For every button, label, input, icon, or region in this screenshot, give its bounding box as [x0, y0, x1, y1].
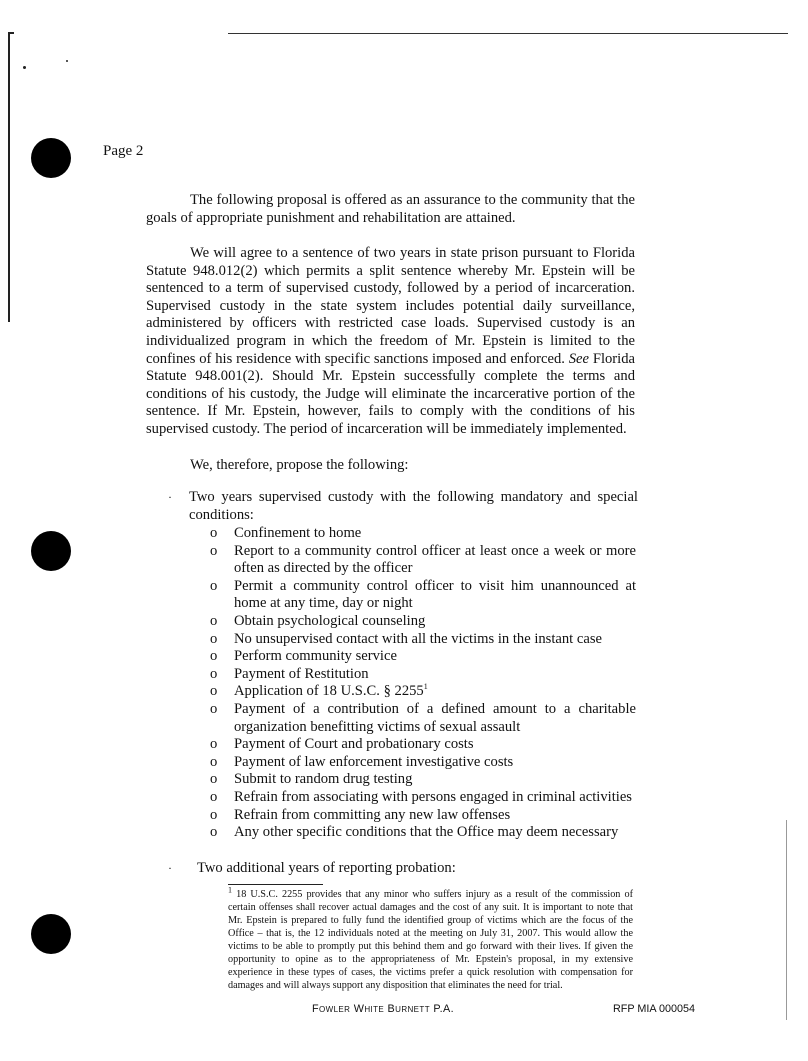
list-item: o Permit a community control officer to visit him unannounced at home at any time, day or night — [210, 577, 636, 612]
firm-name: Fowler White Burnett P.A. — [312, 1003, 454, 1015]
scan-margin-tick — [8, 32, 14, 34]
list-item: o Payment of Restitution — [210, 665, 369, 682]
list-marker: o — [210, 736, 218, 753]
list-marker: o — [210, 683, 218, 700]
list-marker: o — [210, 577, 218, 594]
bullet-text: Two years supervised custody with the following mandatory and special conditions: — [189, 489, 638, 523]
bullet-marker: · — [168, 861, 172, 875]
see-signal: See — [568, 350, 590, 367]
bullet-reporting-probation — [168, 860, 638, 878]
list-item: o Perform community service — [210, 648, 397, 665]
scan-edge-line — [786, 820, 787, 1020]
list-marker: o — [210, 542, 218, 559]
paragraph-text: We will agree to a sentence of two years in state prison pursuant to Florida Statute 948.012(2) which permits a split sentence whereby Mr. Epstein will be sentenced to a term of supervised custody, followed by a period of incarceration. Supervised custody in the state system includes potential daily surveillance, administered by officers with restricted case loads. Supervised custody is an individualized program in which the freedom of Mr. Epstein is limited to the confines of his residence with specific sanctions imposed and enforced. — [146, 245, 635, 367]
bates-number: RFP MIA 000054 — [613, 1003, 696, 1015]
header-rule — [228, 33, 788, 34]
list-marker: o — [210, 753, 218, 770]
list-marker: o — [210, 612, 218, 629]
list-item: o Submit to random drug testing — [210, 771, 413, 788]
footnote-number: 1 — [228, 885, 232, 895]
list-item: o Payment of Court and probationary costs — [210, 736, 474, 753]
punch-hole — [31, 138, 71, 178]
page-number: Page 2 — [103, 143, 144, 159]
punch-hole — [31, 531, 71, 571]
list-marker: o — [210, 665, 218, 682]
scan-speck — [66, 60, 68, 62]
list-item: o Payment of a contribution of a defined amount to a charitable organization benefitting victims of sexual assault — [210, 700, 636, 735]
list-marker: o — [210, 771, 218, 788]
conditions-list — [210, 525, 636, 842]
list-item: o No unsupervised contact with all the victims in the instant case — [210, 630, 603, 647]
list-item: o Payment of law enforcement investigative costs — [210, 753, 514, 770]
bullet-supervised-custody — [168, 489, 638, 524]
bullet-marker: · — [168, 490, 172, 504]
list-item: o Any other specific conditions that the Office may deem necessary — [210, 824, 619, 841]
footnote-text: 18 U.S.C. 2255 provides that any minor who suffers injury as a result of the commission of certain offenses shall recover actual damages and the cost of any suit. It is important to note that Mr. Epstein is prepared to fully fund the identified group of victims which are the focus of the Office – that is, the 12 individuals noted at the meeting on July 31, 2007. This would allow the victims to be able to promptly put this behind them and go forward with their lives. If given the opportunity to opine as to the appropriateness of Mr. Epstein's proposal, in my extensive experience in these types of cases, the victims prefer a quick resolution with compensation for damages and will always support any disposition that eliminates the need for trial. — [228, 889, 633, 991]
list-marker: o — [210, 824, 218, 841]
footnote-reference: 1 — [423, 682, 428, 692]
list-marker: o — [210, 788, 218, 805]
bullet-text: Two additional years of reporting probation: — [197, 860, 456, 876]
list-marker: o — [210, 525, 218, 541]
propose-paragraph: We, therefore, propose the following: — [190, 457, 409, 473]
scan-margin-mark — [8, 32, 10, 322]
list-item: o Obtain psychological counseling — [210, 612, 426, 629]
paragraph-text-tail: Florida Statute 948.001(2). Should Mr. Epstein successfully complete the terms and conditions of his custody, the Judge will eliminate the incarcerative portion of the sentence. If Mr. Epstein, however, fails to comply with the conditions of his supervised custody. The period of incarceration will be immediately implemented. — [146, 350, 636, 437]
footnote-rule — [228, 884, 323, 885]
footnote — [228, 885, 633, 992]
list-item: o Application of 18 U.S.C. § 2255$^1$ — [210, 682, 428, 700]
intro-paragraph: The following proposal is offered as an assurance to the community that the goals of appropriate punishment and rehabilitation are attained. — [146, 192, 635, 226]
list-item: o Report to a community control officer at least once a week or more often as directed by the officer — [210, 542, 636, 577]
sentence-proposal-paragraph — [146, 245, 635, 439]
list-marker: o — [210, 700, 218, 717]
list-item: o Refrain from committing any new law offenses — [210, 806, 511, 823]
punch-hole — [31, 914, 71, 954]
list-marker: o — [210, 648, 218, 665]
list-marker: o — [210, 806, 218, 823]
list-marker: o — [210, 630, 218, 647]
list-item: o Refrain from associating with persons engaged in criminal activities — [210, 788, 632, 805]
list-item: o Confinement to home — [210, 525, 362, 541]
scan-speck — [23, 66, 26, 69]
